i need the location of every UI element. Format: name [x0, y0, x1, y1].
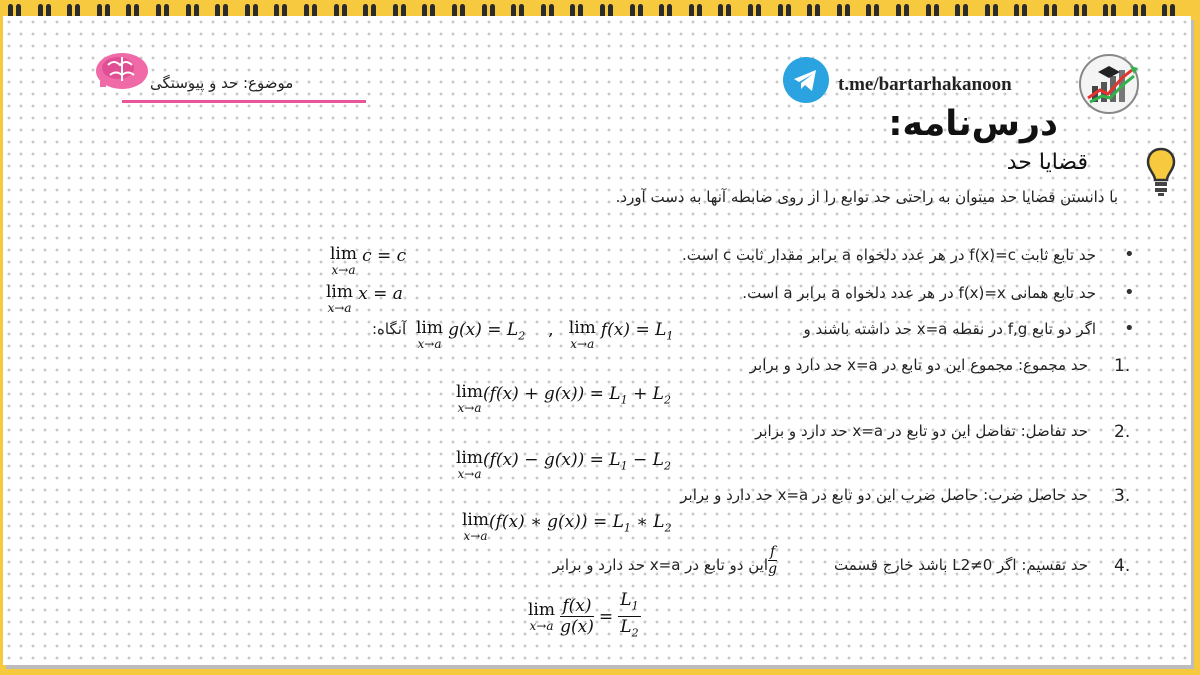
bullet-dot: • [1124, 318, 1135, 339]
logo-icon [1078, 54, 1144, 114]
item-text: حد حاصل ضرب: حاصل ضرب این دو تابع در x=a حد دارد و برابر [680, 486, 1088, 504]
formula-difference: lim x→a $(f(x) - g(x)) = L_1 - L_2$ [456, 448, 671, 481]
then-label: آنگاه: [372, 320, 407, 338]
telegram-icon[interactable] [783, 57, 829, 103]
telegram-link[interactable]: t.me/bartarhakanoon [838, 74, 1012, 95]
brain-icon [94, 51, 150, 91]
topic-label: موضوع: حد و پیوستگی [150, 74, 294, 92]
formula-identity: lim x→a x = a [326, 282, 403, 315]
bullet-text: اگر دو تابع f,g در نقطه x=a حد داشته باشند و [803, 320, 1096, 338]
item-text: حد تقسیم: اگر L2≠0 باشد خارج قسمت [834, 556, 1088, 574]
item-text: حد تفاضل: تفاضل این دو تابع در x=a حد دارد و برابر [755, 422, 1088, 440]
formula-product: lim x→a (f(x) ∗ $g(x)) = L_1$ ∗ $L_2$ [462, 510, 672, 543]
page-title: درس‌نامه: [888, 104, 1058, 144]
item-number: 1. [1114, 356, 1131, 376]
bullet-text: حد تابع همانی f(x)=x در هر عدد دلخواه a برابر a است. [742, 284, 1096, 302]
formula-constant: lim x→a c = c [330, 244, 407, 277]
item-number: 3. [1114, 486, 1131, 506]
formula-limits-given: lim x→a $g(x) = L_2$ , lim x→a $f(x) = L_1$ [416, 318, 674, 351]
item-number: 2. [1114, 422, 1131, 442]
topic-underline [122, 100, 366, 103]
bullet-dot: • [1124, 282, 1135, 303]
item-number: 4. [1114, 556, 1131, 576]
bullet-dot: • [1124, 244, 1135, 265]
item-text-cont: این دو تابع در x=a حد دارد و برابر [552, 556, 768, 574]
item-text: حد مجموع: مجموع این دو تابع در x=a حد دارد و برابر [749, 356, 1088, 374]
bullet-text: حد تابع ثابت f(x)=c در هر عدد دلخواه a برابر مقدار ثابت c است. [681, 246, 1096, 264]
formula-sum: lim x→a $(f(x) + g(x)) = L_1 + L_2$ [456, 382, 671, 415]
fraction-f-over-g: $\frac{f}{g}$ [768, 544, 778, 577]
section-heading: قضایا حد [1006, 150, 1088, 175]
formula-quotient: lim x→a $\frac{f(x)}{g(x)}$ = $\frac{L_1}{L_2}$ [528, 590, 639, 640]
intro-text: با دانستن قضایا حد میتوان به راحتی حد توابع را از روی ضابطه آنها به دست آورد. [615, 188, 1118, 206]
lightbulb-icon [1146, 146, 1176, 198]
